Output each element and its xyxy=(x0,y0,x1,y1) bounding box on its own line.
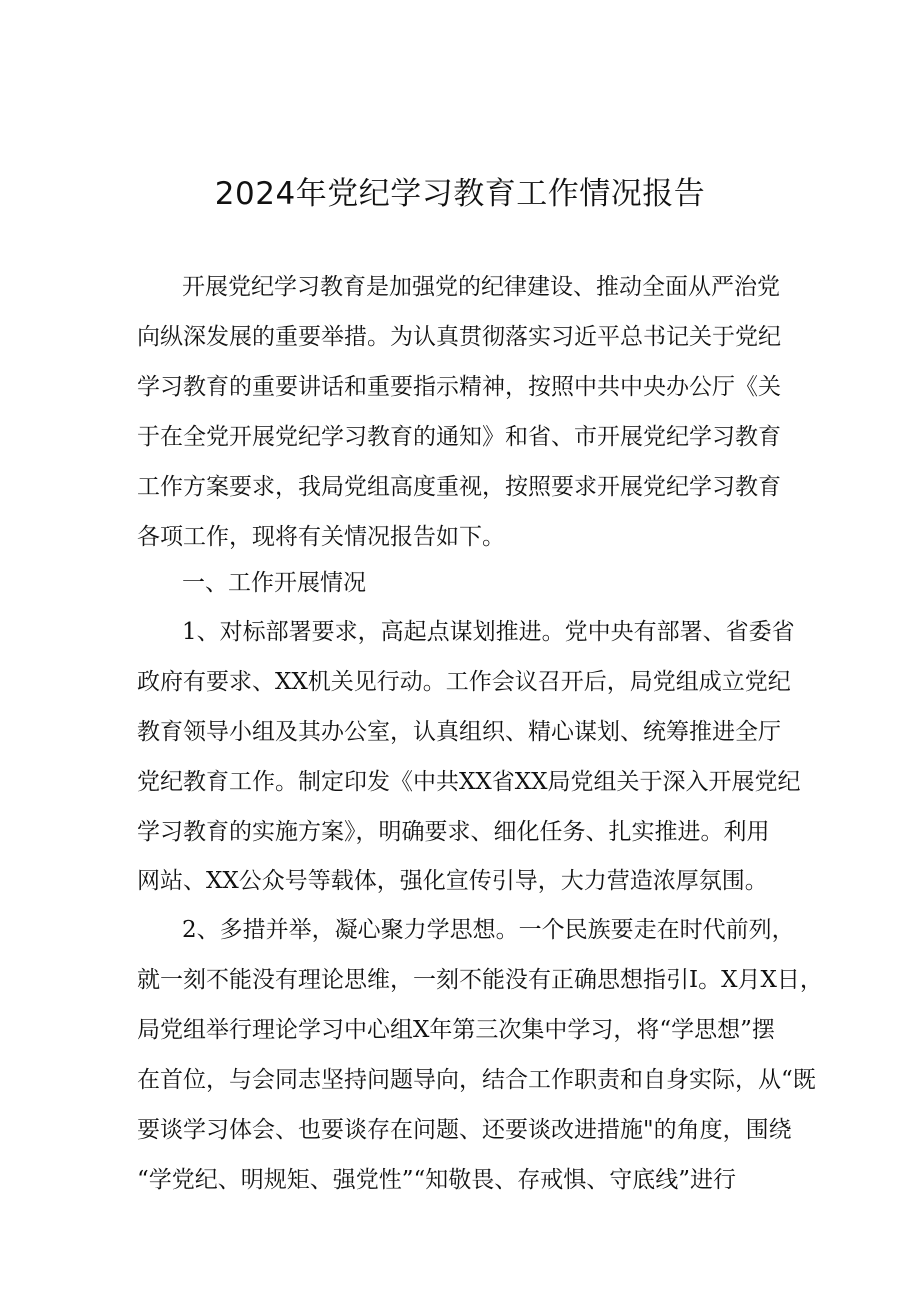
document-title: 2024年党纪学习教育工作情况报告 xyxy=(214,176,706,212)
paragraph-1-line: 各项工作，现将有关情况报告如下。 xyxy=(137,524,505,550)
paragraph-1-line: 向纵深发展的重要举措。为认真贯彻落实习近平总书记关于党纪 xyxy=(137,324,781,350)
item-2-line: 在首位，与会同志坚持问题导向，结合工作职责和自身实际，从“既 xyxy=(137,1067,816,1093)
item-2-line: 2、多措并举，凝心聚力学思想。一个民族要走在时代前列， xyxy=(182,917,795,943)
item-2-line: “学党纪、明规矩、强党性”“知敬畏、存戒惧、守底线”进行 xyxy=(137,1167,737,1193)
paragraph-1-line: 工作方案要求，我局党组高度重视，按照要求开展党纪学习教育 xyxy=(137,474,781,500)
paragraph-1-line: 开展党纪学习教育是加强党的纪律建设、推动全面从严治党 xyxy=(182,274,780,300)
item-2-line: 就一刻不能没有理论思维，一刻不能没有正确思想指引I。X月X日， xyxy=(137,967,823,993)
item-1-line: 政府有要求、XX机关见行动。工作会议召开后，局党组成立党纪 xyxy=(137,669,791,695)
item-1-line: 党纪教育工作。制定印发《中共XX省XX局党组关于深入开展党纪 xyxy=(137,769,801,795)
item-1-line: 教育领导小组及其办公室，认真组织、精心谋划、统筹推进全厅 xyxy=(137,719,781,745)
paragraph-1-line: 于在全党开展党纪学习教育的通知》和省、市开展党纪学习教育 xyxy=(137,424,781,450)
section-heading: 一、工作开展情况 xyxy=(182,570,366,596)
item-1-line: 学习教育的实施方案》，明确要求、细化任务、扎实推进。利用 xyxy=(137,819,770,845)
item-1-line: 网站、XX公众号等载体，强化宣传引导，大力营造浓厚氛围。 xyxy=(137,868,768,894)
paragraph-1-line: 学习教育的重要讲话和重要指示精神，按照中共中央办公厅《关 xyxy=(137,374,781,400)
item-1-line: 1、对标部署要求，高起点谋划推进。党中央有部署、省委省 xyxy=(182,619,795,645)
item-2-line: 局党组举行理论学习中心组X年第三次集中学习，将“学思想”摆 xyxy=(137,1017,775,1043)
item-2-line: 要谈学习体会、也要谈存在问题、还要谈改进措施"的角度，围绕 xyxy=(137,1117,792,1143)
